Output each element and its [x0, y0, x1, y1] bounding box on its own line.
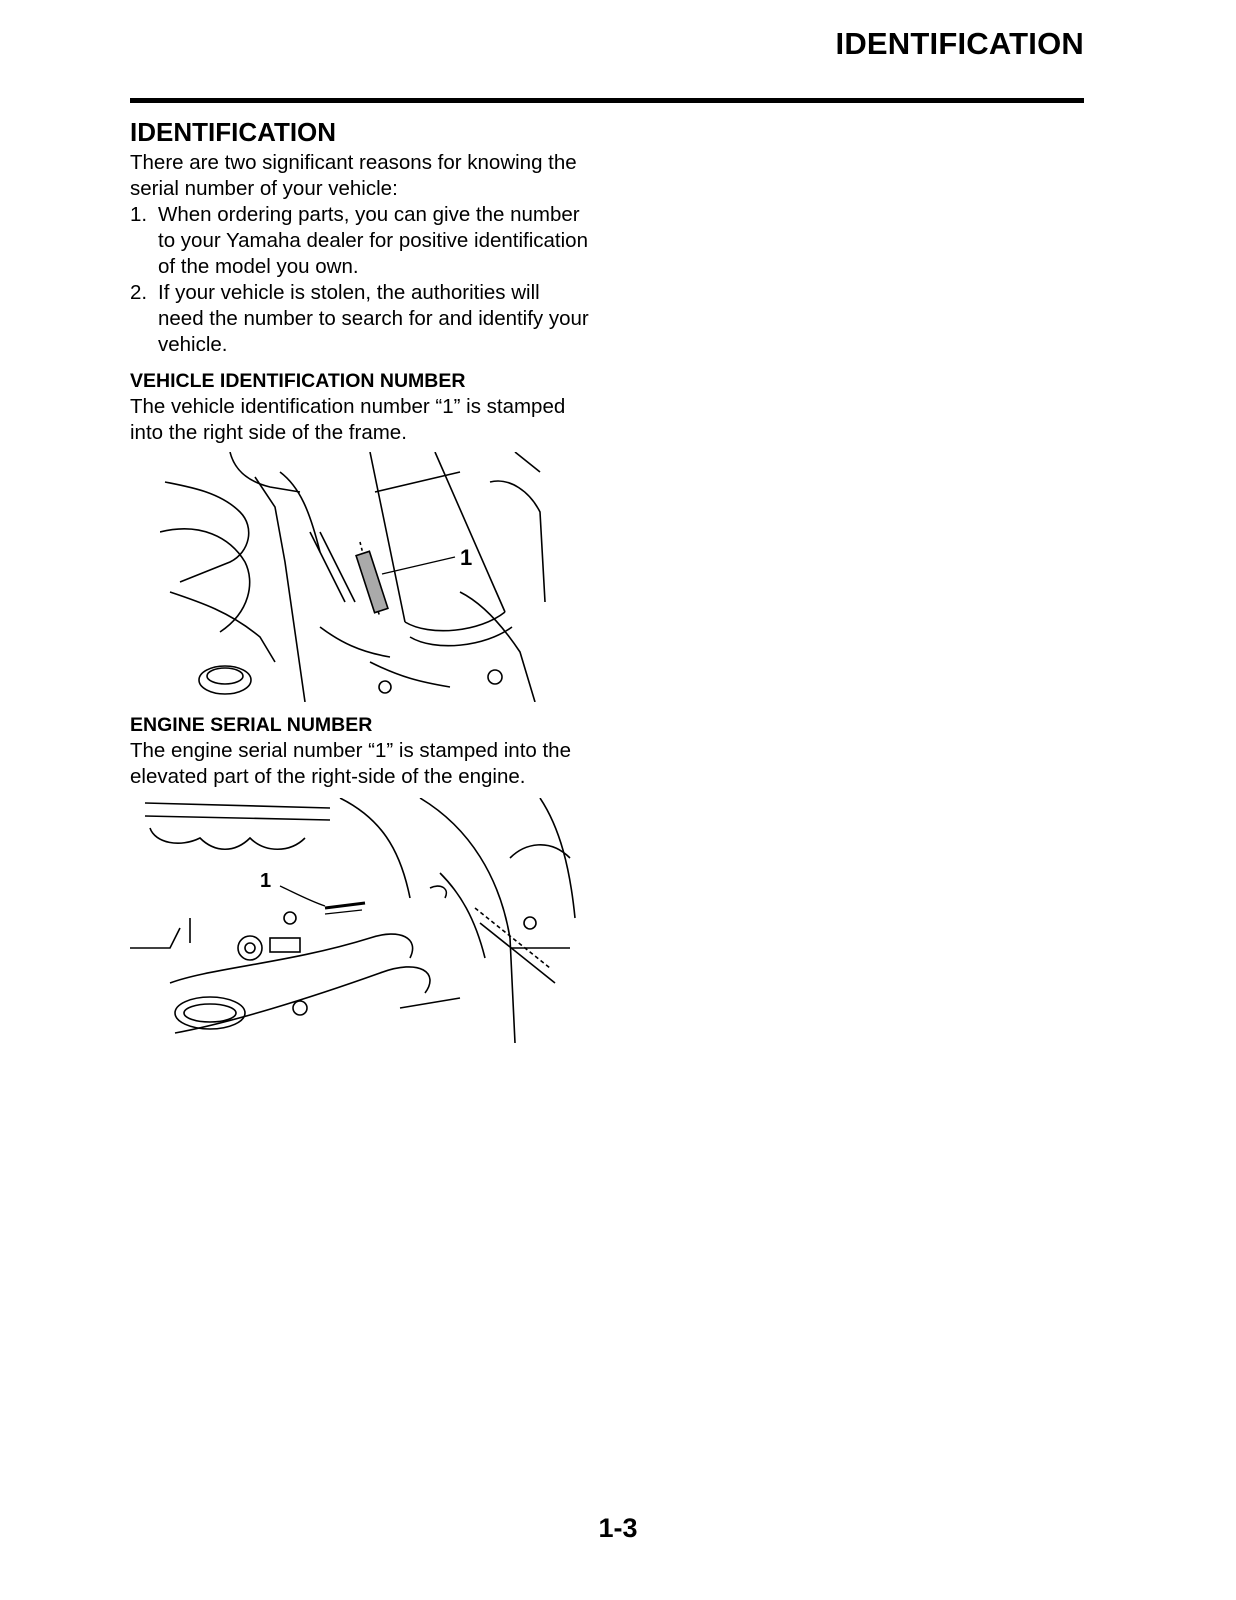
- page-number: 1-3: [598, 1513, 638, 1543]
- list-item-text: When ordering parts, you can give the number to your Yamaha dealer for positive identification of the model you own.: [158, 203, 588, 278]
- list-item-number: 1.: [130, 203, 148, 226]
- vin-paragraph: The vehicle identification number “1” is stamped into the right side of the frame.: [130, 395, 566, 444]
- callout-label: 1: [460, 545, 473, 570]
- engine-illustration: [130, 798, 580, 1043]
- header-rule: [130, 98, 1084, 103]
- engine-paragraph: The engine serial number “1” is stamped into the elevated part of the right-side of the engine.: [130, 739, 571, 788]
- reasons-list: [130, 202, 590, 358]
- list-item: [130, 280, 590, 358]
- main-column: [130, 116, 590, 1043]
- intro-paragraph: There are two significant reasons for knowing the serial number of your vehicle:: [130, 151, 577, 200]
- frame-illustration: [160, 452, 550, 702]
- list-item-number: 2.: [130, 281, 148, 304]
- list-item-text: If your vehicle is stolen, the authorities will need the number to search for and identify your vehicle.: [158, 281, 589, 356]
- callout-label: 1: [260, 870, 272, 892]
- section-title: IDENTIFICATION: [130, 117, 337, 147]
- vin-heading: VEHICLE IDENTIFICATION NUMBER: [130, 370, 466, 392]
- page-header-title: IDENTIFICATION: [835, 26, 1084, 61]
- engine-heading: ENGINE SERIAL NUMBER: [130, 714, 373, 736]
- list-item: [130, 202, 590, 280]
